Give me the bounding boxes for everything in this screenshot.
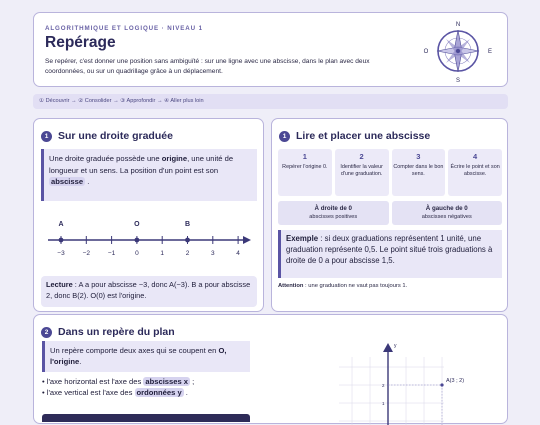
compass-o: O bbox=[423, 49, 429, 55]
lecture-box bbox=[41, 276, 257, 307]
tick-label: 0 bbox=[135, 250, 139, 257]
step-text: Compter dans le bon sens. bbox=[393, 164, 444, 177]
method-step bbox=[392, 149, 446, 196]
list-text: . bbox=[183, 388, 188, 397]
dark-banner bbox=[42, 414, 250, 422]
list-item bbox=[42, 376, 194, 387]
tick-label: −2 bbox=[82, 250, 91, 257]
axes-list bbox=[42, 376, 194, 398]
point-marker bbox=[135, 238, 140, 243]
tick-label: −1 bbox=[107, 250, 116, 257]
point-label: B bbox=[184, 221, 191, 228]
compass-icon bbox=[410, 16, 506, 86]
compass-n: N bbox=[455, 22, 461, 28]
def-text: , une unité de longueur et un sens. La position d'un point est son bbox=[49, 154, 234, 175]
def-text: Une droite graduée possède une bbox=[49, 154, 162, 163]
section-lire-abscisse bbox=[271, 118, 508, 312]
coordinate-plane bbox=[324, 337, 494, 425]
attention-label: Attention bbox=[278, 283, 304, 289]
def-abscisse: abscisse bbox=[51, 177, 84, 186]
compass-s: S bbox=[455, 78, 461, 84]
method-step bbox=[448, 149, 502, 196]
axis-y-label: y bbox=[394, 343, 397, 349]
section-title: Lire et placer une abscisse bbox=[296, 130, 431, 142]
dir-sub: abscisses négatives bbox=[421, 214, 472, 220]
point-marker bbox=[59, 238, 64, 243]
section-repere-plan bbox=[33, 314, 508, 424]
tick-1: 1 bbox=[382, 401, 385, 406]
attention-text: : une graduation ne vaut pas toujours 1. bbox=[303, 283, 408, 289]
lecture-label: Lecture bbox=[46, 280, 73, 289]
tick-label: 3 bbox=[210, 250, 215, 257]
right-of-zero bbox=[278, 201, 389, 225]
attention-note bbox=[278, 283, 407, 289]
step-text: Identifier la valeur d'une graduation. bbox=[340, 164, 383, 177]
repere-definition bbox=[42, 341, 250, 372]
number-line bbox=[44, 213, 254, 263]
left-of-zero bbox=[392, 201, 503, 225]
dir-title: À gauche de 0 bbox=[425, 205, 468, 212]
point-label: A bbox=[58, 221, 64, 228]
compass-e: E bbox=[487, 49, 493, 55]
point-label: O bbox=[134, 221, 140, 228]
step-text: Écrire le point et son abscisse. bbox=[450, 164, 500, 177]
header-card bbox=[33, 12, 508, 87]
ordonnees-pill: ordonnées y bbox=[136, 388, 182, 397]
point-a bbox=[440, 383, 443, 386]
list-item bbox=[42, 387, 194, 398]
section-header bbox=[41, 130, 173, 142]
example-text: : si deux graduations représentent 1 unité, une graduation représente 0,5. Le point situé trois graduations à droite de 0 a pour abscisse 1,5. bbox=[286, 234, 493, 265]
section-header bbox=[41, 326, 175, 338]
step-number: 3 bbox=[416, 152, 421, 161]
step-number: 4 bbox=[473, 152, 478, 161]
method-steps bbox=[278, 149, 502, 196]
progress-steps: ① Découvrir → ② Consolider → ③ Approfondir → ④ Aller plus loin bbox=[33, 94, 508, 109]
method-step bbox=[278, 149, 332, 196]
def-text: . bbox=[79, 357, 82, 366]
point-marker bbox=[185, 238, 190, 243]
def-origin: O, l'origine bbox=[50, 346, 227, 366]
section-droite-graduee bbox=[33, 118, 264, 312]
dir-sub: abscisses positives bbox=[309, 214, 358, 220]
page-title: Repérage bbox=[45, 34, 116, 51]
section-number: 1 bbox=[41, 131, 52, 142]
list-text: • l'axe vertical est l'axe des bbox=[42, 388, 135, 397]
tick-label: 2 bbox=[185, 250, 190, 257]
section-header bbox=[279, 130, 430, 142]
tick-label: −3 bbox=[57, 250, 65, 257]
step-number: 2 bbox=[359, 152, 364, 161]
intro-text: Se repérer, c'est donner une position sans ambiguïté : sur une ligne avec une abscisse, dans le plan avec deux coordonnées, ou sur un quadrillage grâce à un déplacement. bbox=[45, 58, 370, 75]
list-text: ; bbox=[190, 377, 195, 386]
example-label: Exemple bbox=[286, 234, 319, 243]
lecture-text: : A a pour abscisse −3, donc A(−3). B a pour abscisse 2, donc B(2). O(0) est l'origine. bbox=[46, 280, 251, 300]
section-title: Sur une droite graduée bbox=[58, 130, 173, 142]
point-a-label: A(3 ; 2) bbox=[446, 378, 465, 384]
section-number: 2 bbox=[41, 327, 52, 338]
tick-label: 1 bbox=[160, 250, 165, 257]
step-text: Repérer l'origine 0. bbox=[282, 164, 328, 170]
def-origine: origine bbox=[161, 154, 188, 163]
example-box bbox=[278, 230, 502, 278]
section-number: 1 bbox=[279, 131, 290, 142]
abscisses-pill: abscisses x bbox=[145, 377, 189, 386]
def-text: . bbox=[85, 177, 90, 186]
tick-label: 4 bbox=[236, 250, 240, 257]
direction-boxes bbox=[278, 201, 502, 225]
list-text: • l'axe horizontal est l'axe des bbox=[42, 377, 144, 386]
method-step bbox=[335, 149, 389, 196]
tick-2: 2 bbox=[382, 383, 385, 388]
dir-title: À droite de 0 bbox=[314, 205, 352, 212]
kicker: ALGORITHMIQUE ET LOGIQUE · NIVEAU 1 bbox=[45, 25, 204, 32]
section-title: Dans un repère du plan bbox=[58, 326, 175, 338]
def-text: Un repère comporte deux axes qui se coupent en bbox=[50, 346, 219, 355]
step-number: 1 bbox=[302, 152, 307, 161]
definition-box bbox=[41, 149, 257, 201]
